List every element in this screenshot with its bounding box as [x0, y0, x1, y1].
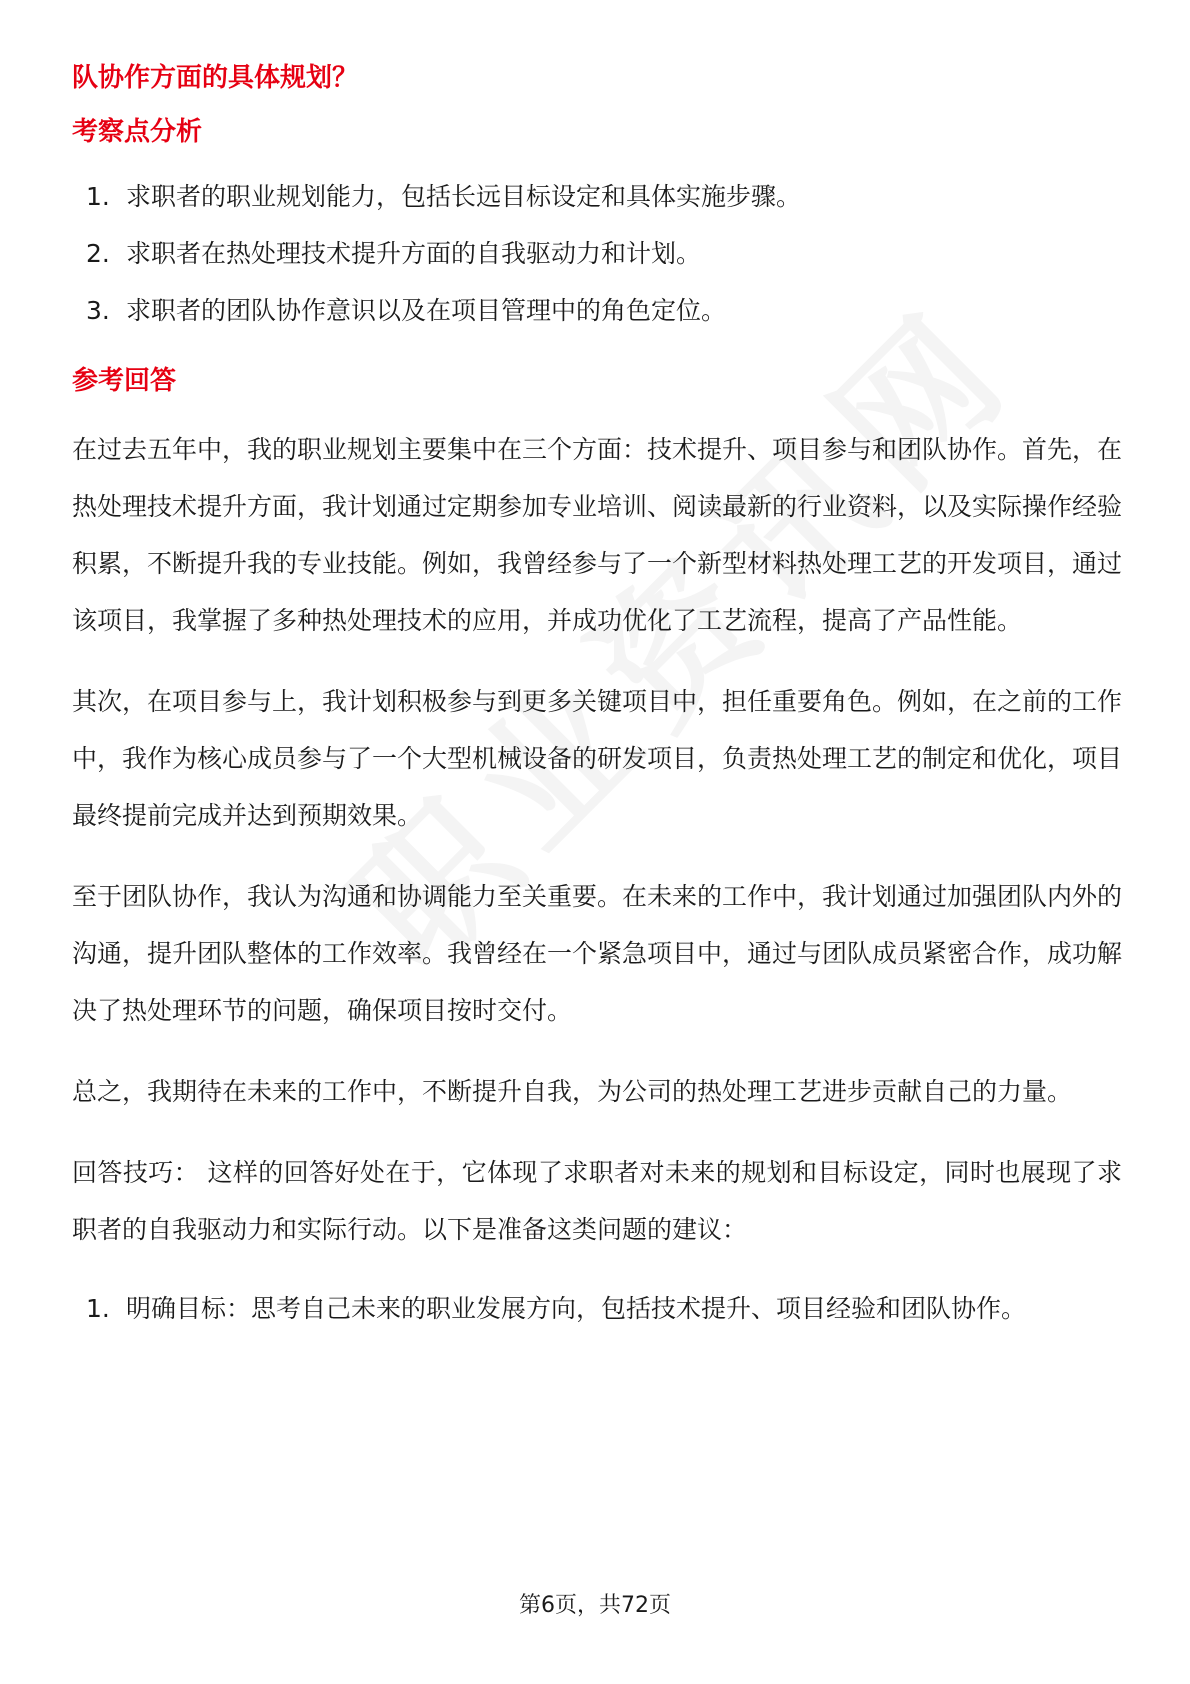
answer-paragraph: 至于团队协作，我认为沟通和协调能力至关重要。在未来的工作中，我计划通过加强团队内外的沟通，提升团队整体的工作效率。我曾经在一个紧急项目中，通过与团队成员紧密合作，成功解决了热处理环节的问题，确保项目按时交付。	[72, 882, 1123, 1025]
question-heading: 队协作方面的具体规划？	[72, 63, 359, 93]
tips-list	[72, 1280, 1122, 1337]
answer-paragraph: 总之，我期待在未来的工作中，不断提升自我，为公司的热处理工艺进步贡献自己的力量。	[72, 1077, 1073, 1106]
list-number: 2.	[86, 239, 110, 268]
page-content	[72, 52, 1122, 1337]
list-item	[72, 282, 1122, 339]
analysis-title: 考察点分析	[72, 117, 203, 147]
list-number: 1.	[86, 1294, 110, 1323]
list-number: 1.	[86, 182, 110, 211]
list-text: 求职者的职业规划能力，包括长远目标设定和具体实施步骤。	[126, 182, 802, 211]
page-number: 第6页，共72页	[519, 1593, 671, 1618]
answer-tips-paragraph: 回答技巧： 这样的回答好处在于，它体现了求职者对未来的规划和目标设定，同时也展现了求职者的自我驱动力和实际行动。以下是准备这类问题的建议：	[72, 1158, 1122, 1244]
list-text: 明确目标：思考自己未来的职业发展方向，包括技术提升、项目经验和团队协作。	[126, 1294, 1027, 1323]
analysis-list	[72, 168, 1122, 339]
answer-paragraph: 其次，在项目参与上，我计划积极参与到更多关键项目中，担任重要角色。例如，在之前的工作中，我作为核心成员参与了一个大型机械设备的研发项目，负责热处理工艺的制定和优化，项目最终提前完成并达到预期效果。	[72, 687, 1123, 830]
list-number: 3.	[86, 296, 110, 325]
list-item	[72, 168, 1122, 225]
list-text: 求职者在热处理技术提升方面的自我驱动力和计划。	[126, 239, 702, 268]
list-item	[72, 225, 1122, 282]
list-item	[72, 1280, 1122, 1337]
answer-title: 参考回答	[72, 366, 177, 396]
list-text: 求职者的团队协作意识以及在项目管理中的角色定位。	[126, 296, 727, 325]
answer-paragraph: 在过去五年中，我的职业规划主要集中在三个方面：技术提升、项目参与和团队协作。首先，在热处理技术提升方面，我计划通过定期参加专业培训、阅读最新的行业资料，以及实际操作经验积累，不断提升我的专业技能。例如，我曾经参与了一个新型材料热处理工艺的开发项目，通过该项目，我掌握了多种热处理技术的应用，并成功优化了工艺流程，提高了产品性能。	[72, 435, 1123, 635]
